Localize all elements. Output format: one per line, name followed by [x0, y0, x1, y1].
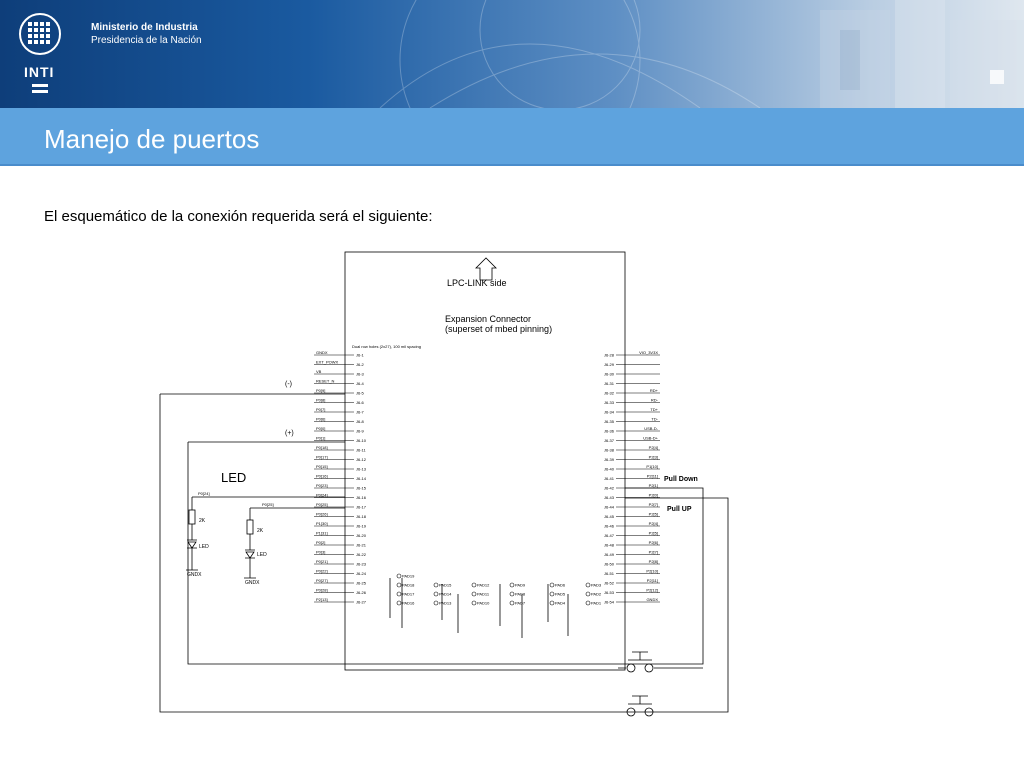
right-pin-name: P2[6] [648, 540, 658, 545]
right-pin-name: P2[4] [648, 521, 658, 526]
left-pin-label: J6-12 [356, 457, 367, 462]
right-pin-label: J6-47 [603, 533, 614, 538]
minus-label: (-) [285, 381, 292, 388]
title-bar [0, 108, 1024, 166]
wire-led2 [250, 508, 345, 520]
pad-label: PAD16 [402, 600, 415, 606]
logo-text: INTI [24, 64, 55, 80]
left-pin-name: P0[27] [316, 578, 328, 583]
left-pin-name: P1[30] [316, 521, 328, 526]
right-pin-name: USB-D+ [643, 435, 658, 441]
right-pin-name: VIO_3V3X [639, 350, 658, 355]
lpc-link-side-label: LPC-LINK side [447, 278, 507, 288]
right-pin-label: J6-43 [603, 495, 614, 500]
ministry-name: Ministerio de Industria [91, 22, 198, 33]
gnd-2-label: GNDX [245, 580, 260, 586]
right-pin-label: J6-49 [603, 552, 614, 557]
right-pin-label: J6-34 [603, 409, 614, 415]
connector-title: Expansion Connector [445, 314, 532, 324]
pull-down-label: Pull Down [664, 476, 698, 483]
pad-label: PAD13 [439, 600, 452, 606]
pad-label: PAD19 [402, 573, 415, 579]
pad-circle [550, 601, 554, 605]
right-pin-name: P2[0] [648, 492, 658, 498]
right-pin-name: P2[11] [646, 473, 658, 479]
led-2-part-label: LED [257, 552, 267, 558]
pad-label: PAD1 [591, 600, 602, 606]
left-pin-label: J6-6 [356, 400, 364, 405]
right-pin-name: P2[7] [648, 549, 658, 555]
pad-circle [397, 583, 401, 587]
presidency-name: Presidencia de la Nación [91, 35, 202, 46]
right-pin-name: P2[3] [648, 454, 658, 460]
resistor-2 [247, 520, 253, 534]
left-pin-name: P0[8] [316, 397, 326, 403]
right-pin-label: J6-45 [603, 514, 614, 519]
left-pin-label: J6-8 [356, 419, 364, 424]
left-pin-label: J6-27 [356, 599, 367, 605]
pad-circle [550, 592, 554, 596]
right-pin-label: J6-33 [603, 400, 614, 405]
holes-note: Dual row holes (2x27), 100 mil spacing [352, 344, 421, 349]
pad-label: PAD11 [477, 591, 490, 597]
left-pin-name: P0[28] [316, 587, 328, 593]
left-pin-name: P0[1] [316, 435, 326, 441]
right-pin-name: GNDX [646, 597, 658, 602]
left-pin-label: J6-10 [356, 438, 367, 443]
right-pin-label: J6-41 [603, 476, 614, 481]
inti-logo-icon [18, 10, 76, 100]
right-pin-label: J6-50 [603, 561, 614, 567]
pad-circle [510, 583, 514, 587]
right-pin-name: P2[10] [646, 568, 658, 574]
led-title: LED [221, 470, 247, 485]
right-pin-label: J6-51 [603, 571, 614, 576]
right-pin-name: P2[4] [648, 445, 658, 450]
left-pin-label: J6-16 [356, 495, 367, 500]
resistor-1-label: 2K [199, 518, 206, 524]
right-pin-label: J6-31 [603, 381, 614, 386]
right-pin-label: J6-28 [603, 352, 614, 358]
left-pin-name: P0[16] [316, 473, 328, 479]
right-pin-name: P2[5] [648, 511, 658, 517]
pad-label: PAD6 [555, 582, 566, 588]
right-pin-name: RD+ [649, 388, 658, 393]
pad-circle [472, 592, 476, 596]
pad-circle [434, 601, 438, 605]
left-pin-label: J6-4 [356, 381, 364, 386]
pad-circle [397, 574, 401, 578]
right-pin-label: J6-37 [603, 438, 614, 443]
right-pin-label: J6-42 [603, 485, 614, 491]
pad-label: PAD10 [477, 600, 490, 606]
left-pin-name: P0[23] [316, 483, 328, 488]
right-pin-label: J6-48 [603, 542, 614, 548]
left-pin-name: RESET_N [316, 378, 335, 384]
pad-label: PAD18 [402, 582, 415, 588]
left-pin-label: J6-26 [356, 590, 367, 595]
left-pin-label: J6-11 [356, 447, 366, 453]
pull-up-label: Pull UP [667, 506, 692, 513]
wire-label-p024: P0[24] [198, 491, 210, 496]
pad-label: PAD17 [402, 591, 415, 597]
pad-circle [434, 592, 438, 596]
right-pin-name: TD- [651, 416, 658, 422]
left-pin-label: J6-13 [356, 466, 367, 472]
left-pin-name: P0[26] [316, 511, 328, 517]
connector-subtitle: (superset of mbed pinning) [445, 324, 553, 334]
left-pin-label: J6-15 [356, 485, 367, 491]
pad-label: PAD3 [591, 582, 602, 588]
pad-label: PAD7 [515, 600, 526, 606]
left-pin-name: P0[0] [316, 426, 326, 431]
pad-label: PAD2 [591, 591, 602, 597]
left-pin-name: P0[3] [316, 549, 326, 555]
left-pin-name: P0[22] [316, 568, 328, 574]
right-pin-name: P2[5] [648, 530, 658, 536]
pad-label: PAD14 [439, 591, 452, 597]
left-pin-label: J6-2 [356, 362, 364, 367]
right-pin-label: J6-38 [603, 447, 614, 453]
pad-label: PAD15 [439, 582, 452, 588]
left-pin-name: P0[7] [316, 407, 326, 412]
pad-label: PAD9 [515, 582, 526, 588]
inti-logo [18, 10, 76, 100]
left-pin-label: J6-17 [356, 504, 367, 510]
right-pin-label: J6-29 [603, 362, 614, 367]
pad-label: PAD12 [477, 582, 490, 588]
page-title: Manejo de puertos [44, 124, 260, 154]
right-pin-name: P2[1] [648, 483, 658, 488]
left-pin-label: J6-9 [356, 428, 364, 434]
pad-circle [397, 601, 401, 605]
pushbutton-pull-up [627, 696, 653, 716]
right-pin-label: J6-39 [603, 457, 614, 462]
gnd-1-label: GNDX [187, 572, 202, 578]
right-pin-label: J6-54 [603, 599, 614, 605]
left-pin-label: J6-21 [356, 542, 367, 548]
pad-circle [510, 601, 514, 605]
pad-circle [586, 583, 590, 587]
led-1-part-label: LED [199, 544, 209, 550]
right-pin-label: J6-30 [603, 371, 614, 377]
left-pin-name: GNDX [316, 350, 328, 355]
resistor-2-label: 2K [257, 528, 264, 534]
led-symbol-2 [244, 534, 256, 578]
left-pin-label: J6-19 [356, 523, 367, 529]
left-pin-name: P0[17] [316, 454, 328, 460]
right-pin-name: RD- [650, 397, 658, 403]
right-pin-label: J6-46 [603, 523, 614, 529]
left-pin-name: VB [316, 369, 322, 374]
pad-circle [472, 583, 476, 587]
right-pin-name: P1[10] [646, 464, 658, 469]
left-pin-name: P0[15] [316, 464, 328, 469]
header-banner [0, 0, 1024, 108]
pad-label: PAD4 [555, 600, 566, 606]
right-pin-label: J6-53 [603, 590, 614, 595]
left-pin-name: P0[25] [316, 502, 328, 507]
up-arrow-icon [476, 258, 496, 280]
pad-circle [550, 583, 554, 587]
left-pin-label: J6-18 [356, 514, 367, 519]
pad-circle [586, 592, 590, 596]
right-pin-name: P2[7] [648, 502, 658, 507]
plus-label: (+) [285, 430, 294, 437]
left-pin-label: J6-22 [356, 552, 367, 557]
pad-circle [434, 583, 438, 587]
left-pin-name: P0[24] [316, 492, 328, 498]
left-pin-name: P2[13] [316, 597, 328, 602]
right-pin-name: P2[12] [646, 587, 658, 593]
left-pin-label: J6-14 [356, 476, 367, 481]
right-pin-name: P2[8] [648, 559, 658, 564]
pad-circle [510, 592, 514, 596]
left-pin-label: J6-5 [356, 390, 364, 396]
right-pin-label: J6-40 [603, 466, 614, 472]
intro-text: El esquemático de la conexión requerida será el siguiente: [44, 208, 433, 225]
left-pin-name: P0[6] [316, 416, 326, 422]
left-pin-label: J6-25 [356, 580, 367, 586]
left-pin-label: J6-23 [356, 561, 367, 567]
left-pin-label: J6-1 [356, 352, 364, 358]
left-pin-label: J6-24 [356, 571, 367, 576]
right-pin-label: J6-52 [603, 580, 614, 586]
left-pin-label: J6-20 [356, 533, 367, 538]
right-pin-label: J6-32 [603, 390, 614, 396]
right-pin-name: TD+ [650, 407, 658, 412]
right-pin-label: J6-44 [603, 504, 614, 510]
right-pin-label: J6-36 [603, 428, 614, 434]
left-pin-name: P0[21] [316, 559, 328, 564]
left-pin-name: P0[18] [316, 445, 328, 450]
left-pin-name: P0[2] [316, 540, 326, 545]
right-pin-name: P2[11] [646, 578, 658, 583]
pad-circle [397, 592, 401, 596]
left-pin-name: P0[9] [316, 388, 326, 393]
right-pin-label: J6-35 [603, 419, 614, 424]
left-pin-label: J6-7 [356, 409, 364, 415]
right-pin-name: USB-D- [644, 426, 658, 431]
pad-circle [586, 601, 590, 605]
wire-label-p025: P0[25] [262, 502, 274, 507]
left-pin-name: P1[31] [316, 530, 328, 536]
pad-label: PAD8 [515, 591, 526, 597]
pad-circle [472, 601, 476, 605]
left-pin-name: EXT_POWX [316, 359, 339, 365]
header-decoration [0, 0, 1024, 108]
left-pin-label: J6-3 [356, 371, 364, 377]
pushbutton-pull-down [618, 652, 703, 672]
pad-label: PAD5 [555, 591, 566, 597]
schematic-diagram [140, 248, 740, 718]
resistor-1 [189, 510, 195, 524]
